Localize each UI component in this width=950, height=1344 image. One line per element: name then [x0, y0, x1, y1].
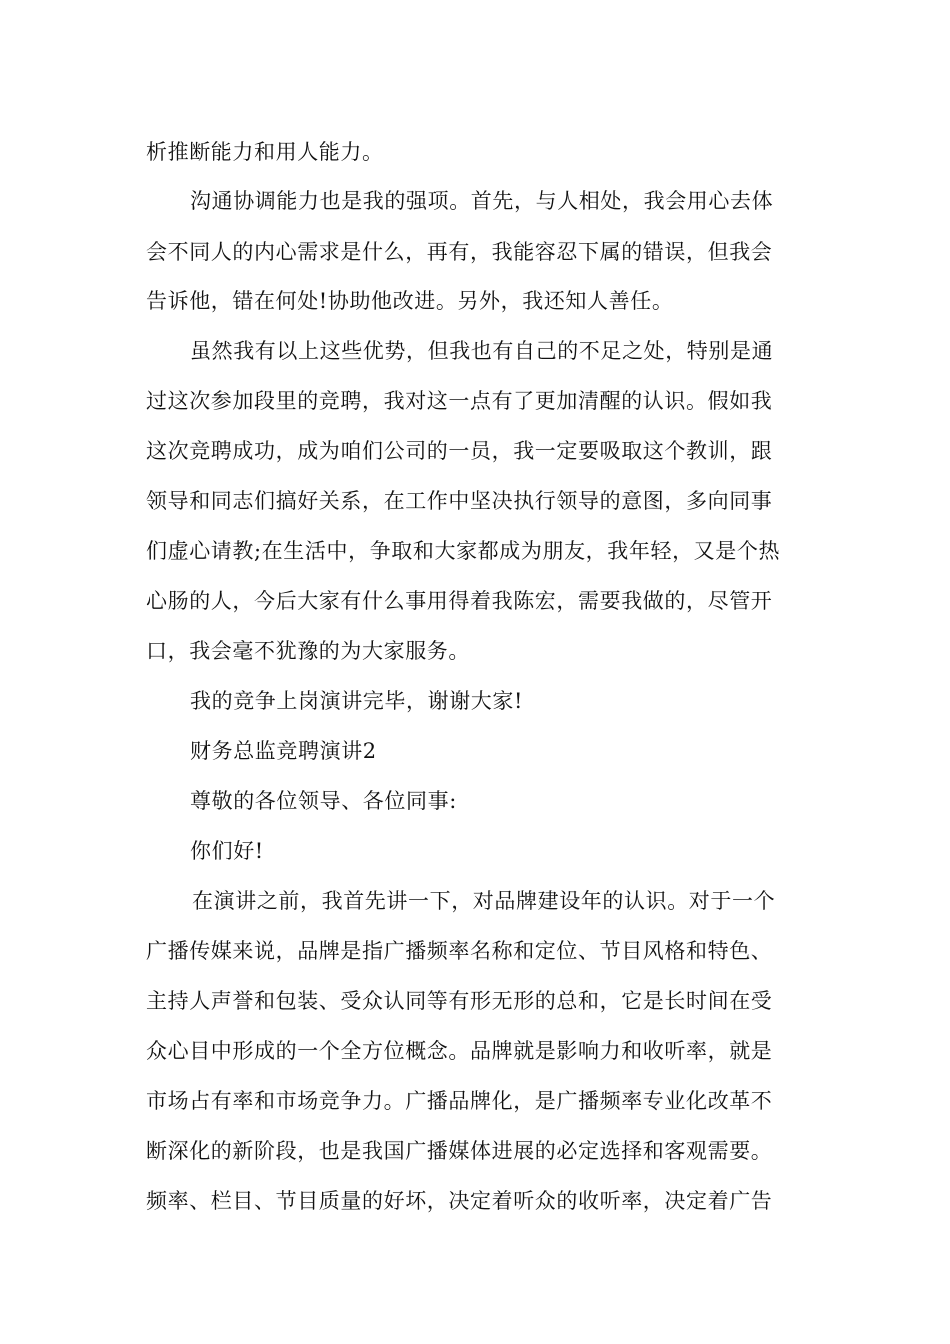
- paragraph-start: 虽然我有以上这些优势，但我也有自己的不足之处，特别是通: [190, 339, 774, 363]
- text-line: 断深化的新阶段，也是我国广播媒体进展的必定选择和客观需要。: [146, 1139, 773, 1163]
- text-line: 析推断能力和用人能力。: [146, 140, 384, 164]
- text-line: 告诉他，错在何处!协助他改进。另外，我还知人善任。: [146, 289, 674, 313]
- text-line: 心肠的人，今后大家有什么事用得着我陈宏，需要我做的，尽管开: [146, 589, 773, 613]
- text-line: 们虚心请教;在生活中，争取和大家都成为朋友，我年轻，又是个热: [146, 539, 781, 563]
- paragraph-start: 沟通协调能力也是我的强项。首先，与人相处，我会用心去体: [190, 189, 774, 213]
- section-title: 财务总监竞聘演讲2: [190, 739, 377, 763]
- text-line: 领导和同志们搞好关系，在工作中坚决执行领导的意图，多向同事: [146, 489, 773, 513]
- text-line: 频率、栏目、节目质量的好坏，决定着听众的收听率，决定着广告: [146, 1189, 773, 1213]
- text-line: 主持人声誉和包装、受众认同等有形无形的总和，它是长时间在受: [146, 989, 773, 1013]
- text-line: 会不同人的内心需求是什么，再有，我能容忍下属的错误，但我会: [146, 240, 773, 264]
- text-line: 这次竞聘成功，成为咱们公司的一员，我一定要吸取这个教训，跟: [146, 439, 773, 463]
- text-line: 众心目中形成的一个全方位概念。品牌就是影响力和收听率，就是: [146, 1039, 773, 1063]
- salutation: 尊敬的各位领导、各位同事:: [190, 789, 457, 813]
- paragraph-start: 在演讲之前，我首先讲一下，对品牌建设年的认识。对于一个: [192, 889, 776, 913]
- text-line: 市场占有率和市场竞争力。广播品牌化，是广播频率专业化改革不: [146, 1089, 773, 1113]
- text-line: 口，我会毫不犹豫的为大家服务。: [146, 639, 470, 663]
- closing-line: 我的竞争上岗演讲完毕，谢谢大家!: [190, 689, 524, 713]
- text-line: 过这次参加段里的竞聘，我对这一点有了更加清醒的认识。假如我: [146, 389, 773, 413]
- greeting: 你们好!: [190, 839, 264, 863]
- text-line: 广播传媒来说，品牌是指广播频率名称和定位、节目风格和特色、: [146, 939, 773, 963]
